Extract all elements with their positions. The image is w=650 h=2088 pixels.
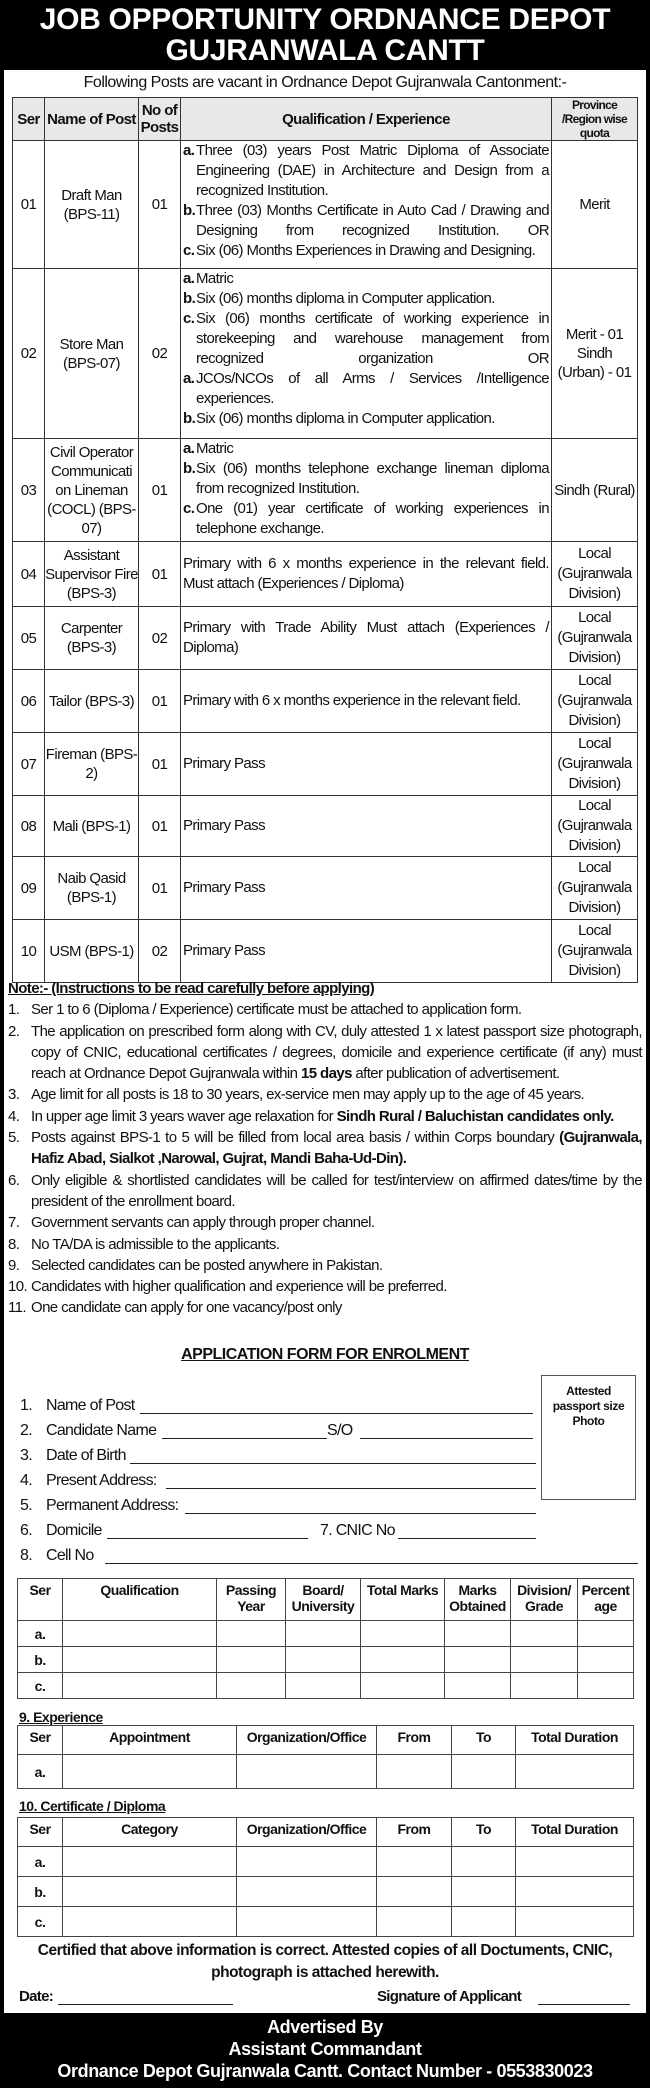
column-header: Qualification / Experience bbox=[181, 98, 552, 141]
input-cell[interactable] bbox=[377, 1755, 452, 1789]
ser-cell: 06 bbox=[13, 670, 45, 733]
column-header: Ser bbox=[18, 1726, 63, 1755]
column-header: Percent age bbox=[578, 1579, 634, 1621]
posts-count-cell: 02 bbox=[139, 920, 181, 983]
qualification-item bbox=[183, 289, 549, 309]
input-cell[interactable] bbox=[361, 1647, 445, 1673]
posts-count-cell: 01 bbox=[139, 141, 181, 269]
input-cell[interactable] bbox=[63, 1621, 217, 1647]
item-text: Six (06) months diploma in Computer application. bbox=[196, 410, 495, 427]
input-cell[interactable] bbox=[286, 1673, 361, 1699]
qualification-item bbox=[183, 439, 549, 459]
posts-count-cell: 01 bbox=[139, 439, 181, 542]
quota-cell: Local (Gujranwala Division) bbox=[552, 857, 638, 920]
table-row bbox=[18, 1673, 634, 1699]
jobs-table bbox=[12, 97, 638, 983]
note-item bbox=[8, 1084, 642, 1105]
qualification-item bbox=[183, 201, 549, 241]
input-cell[interactable] bbox=[217, 1647, 286, 1673]
dob-line[interactable] bbox=[130, 1463, 536, 1464]
row-label: b. bbox=[18, 1877, 63, 1907]
post-name-cell: Draft Man (BPS-11) bbox=[45, 141, 139, 269]
item-label: c. bbox=[183, 500, 195, 517]
input-cell[interactable] bbox=[445, 1673, 511, 1699]
dob-label: Date of Birth bbox=[46, 1447, 126, 1464]
input-cell[interactable] bbox=[217, 1621, 286, 1647]
post-name-cell: Tailor (BPS-3) bbox=[45, 670, 139, 733]
input-cell[interactable] bbox=[237, 1755, 377, 1789]
note-item bbox=[8, 1127, 642, 1170]
input-cell[interactable] bbox=[63, 1907, 237, 1937]
field-number: 8. bbox=[20, 1547, 32, 1564]
input-cell[interactable] bbox=[237, 1877, 377, 1907]
input-cell[interactable] bbox=[377, 1907, 452, 1937]
input-cell[interactable] bbox=[361, 1673, 445, 1699]
note-number: 8. bbox=[8, 1235, 20, 1253]
column-header: Province /Region wise quota bbox=[552, 98, 638, 141]
field-number: 4. bbox=[20, 1472, 32, 1489]
qualification-cell bbox=[181, 920, 552, 983]
date-line[interactable] bbox=[58, 2004, 233, 2005]
field-number: 6. bbox=[20, 1522, 32, 1539]
note-text: In upper age limit 3 years waver age relaxation for bbox=[31, 1107, 337, 1125]
note-number: 2. bbox=[8, 1022, 20, 1040]
ser-cell: 07 bbox=[13, 733, 45, 796]
or-text: OR bbox=[527, 350, 549, 367]
post-name-cell: Fireman (BPS-2) bbox=[45, 733, 139, 796]
header-title-line2: GUJRANWALA CANTT bbox=[165, 34, 485, 67]
qualification-cell bbox=[181, 796, 552, 857]
field-number: 1. bbox=[20, 1397, 32, 1414]
note-item bbox=[8, 999, 642, 1020]
post-name-cell: Civil Operator Communicati on Lineman (COCL) (BPS-07) bbox=[45, 439, 139, 542]
field-number: 3. bbox=[20, 1447, 32, 1464]
qualification-item bbox=[183, 369, 549, 409]
note-item bbox=[8, 1170, 642, 1213]
quota-cell: Local (Gujranwala Division) bbox=[552, 607, 638, 670]
table-row bbox=[18, 1877, 634, 1907]
field-number: 5. bbox=[20, 1497, 32, 1514]
or-text: OR bbox=[527, 222, 549, 239]
quota-cell: Local (Gujranwala Division) bbox=[552, 920, 638, 983]
certificate-table bbox=[17, 1817, 634, 1937]
ser-cell: 02 bbox=[13, 269, 45, 439]
qualification-cell bbox=[181, 670, 552, 733]
ser-cell: 03 bbox=[13, 439, 45, 542]
item-label: b. bbox=[183, 202, 196, 219]
column-header: Organization/Office bbox=[237, 1818, 377, 1847]
note-number: 6. bbox=[8, 1171, 20, 1189]
cell-no-label: Cell No bbox=[46, 1547, 94, 1564]
qualification-cell bbox=[181, 607, 552, 670]
footer-contact: Ordnance Depot Gujranwala Cantt. Contact Number - 0553830023 bbox=[57, 2061, 593, 2081]
item-text: Three (03) Months Certificate in Auto Cad / Drawing and Designing from recognized Institution. bbox=[196, 202, 549, 239]
quota-cell: Merit - 01 Sindh (Urban) - 01 bbox=[552, 269, 638, 439]
input-cell[interactable] bbox=[516, 1877, 634, 1907]
so-line[interactable] bbox=[360, 1438, 533, 1439]
subtitle: Following Posts are vacant in Ordnance Depot Gujranwala Cantonment:- bbox=[83, 74, 567, 91]
ser-cell: 04 bbox=[13, 542, 45, 607]
item-text: JCOs/NCOs of all Arms / Services /Intelligence experiences. bbox=[196, 370, 549, 407]
qualification-text: Primary Pass bbox=[183, 817, 265, 834]
qualification-cell bbox=[181, 269, 552, 439]
input-cell[interactable] bbox=[377, 1847, 452, 1877]
column-header: Ser bbox=[18, 1818, 63, 1847]
quota-cell: Local (Gujranwala Division) bbox=[552, 670, 638, 733]
item-text: Matric bbox=[196, 440, 234, 457]
input-cell[interactable] bbox=[452, 1755, 516, 1789]
quota-cell: Merit bbox=[552, 141, 638, 269]
input-cell[interactable] bbox=[217, 1673, 286, 1699]
header-row bbox=[18, 1579, 634, 1621]
item-label: a. bbox=[183, 142, 195, 159]
note-item bbox=[8, 1212, 642, 1233]
note-item bbox=[8, 1276, 642, 1297]
certification-statement: Certified that above information is correct. Attested copies of all Doctuments, CNIC, photograph is attached herewith. bbox=[37, 1942, 613, 1981]
input-cell[interactable] bbox=[63, 1847, 237, 1877]
form-title: APPLICATION FORM FOR ENROLMENT bbox=[181, 1346, 469, 1363]
input-cell[interactable] bbox=[578, 1621, 634, 1647]
row-label: a. bbox=[18, 1755, 63, 1789]
header-title-line1: JOB OPPORTUNITY ORDNANCE DEPOT bbox=[39, 3, 611, 36]
column-header: Appointment bbox=[63, 1726, 237, 1755]
note-text: Only eligible & shortlisted candidates will be called for test/interview on affirmed dates/time by the president of the enrollment board. bbox=[31, 1171, 642, 1210]
table-row bbox=[13, 542, 638, 607]
input-cell[interactable] bbox=[578, 1647, 634, 1673]
qualification-item bbox=[183, 459, 549, 499]
note-text: One candidate can apply for one vacancy/post only bbox=[31, 1299, 342, 1317]
column-header: Board/ University bbox=[286, 1579, 361, 1621]
item-text: Three (03) years Post Matric Diploma of Associate Engineering (DAE) in Architecture and Design from a recognized Institution. bbox=[196, 142, 549, 199]
cnic-line[interactable] bbox=[398, 1538, 536, 1539]
quota-cell: Local (Gujranwala Division) bbox=[552, 796, 638, 857]
note-item bbox=[8, 1021, 642, 1085]
row-label: c. bbox=[18, 1907, 63, 1937]
table-row bbox=[13, 607, 638, 670]
note-text: Candidates with higher qualification and experience will be preferred. bbox=[31, 1278, 447, 1296]
footer-commandant: Assistant Commandant bbox=[228, 2039, 422, 2059]
ser-cell: 09 bbox=[13, 857, 45, 920]
input-cell[interactable] bbox=[377, 1877, 452, 1907]
table-row bbox=[18, 1755, 634, 1789]
note-number: 3. bbox=[8, 1086, 20, 1104]
ser-cell: 08 bbox=[13, 796, 45, 857]
input-cell[interactable] bbox=[445, 1621, 511, 1647]
note-number: 1. bbox=[8, 1001, 20, 1019]
footer bbox=[0, 2016, 650, 2082]
item-text: Six (06) months diploma in Computer application. bbox=[196, 290, 495, 307]
table-row bbox=[13, 141, 638, 269]
column-header: From bbox=[377, 1726, 452, 1755]
note-number: 9. bbox=[8, 1256, 20, 1274]
input-cell[interactable] bbox=[237, 1847, 377, 1877]
quota-cell: Local (Gujranwala Division) bbox=[552, 733, 638, 796]
qualification-text: Primary with Trade Ability Must attach (Experiences / Diploma) bbox=[183, 619, 549, 656]
page-header bbox=[0, 4, 650, 66]
item-label: c. bbox=[183, 310, 195, 327]
table-row bbox=[13, 733, 638, 796]
qualification-item bbox=[183, 241, 549, 261]
input-cell[interactable] bbox=[452, 1907, 516, 1937]
note-item bbox=[8, 1234, 642, 1255]
cell-no-line[interactable] bbox=[105, 1563, 638, 1564]
item-label: c. bbox=[183, 242, 195, 259]
name-of-post-line[interactable] bbox=[140, 1413, 533, 1414]
row-label: b. bbox=[18, 1647, 63, 1673]
input-cell[interactable] bbox=[63, 1877, 237, 1907]
post-name-cell: Mali (BPS-1) bbox=[45, 796, 139, 857]
note-number: 10. bbox=[8, 1278, 28, 1296]
row-label: a. bbox=[18, 1847, 63, 1877]
row-label: c. bbox=[18, 1673, 63, 1699]
posts-count-cell: 01 bbox=[139, 796, 181, 857]
posts-count-cell: 01 bbox=[139, 733, 181, 796]
qualification-text: Primary Pass bbox=[183, 879, 265, 896]
qualification-cell bbox=[181, 733, 552, 796]
column-header: Marks Obtained bbox=[445, 1579, 511, 1621]
note-text: (Gujranwala, Hafiz Abad, Sialkot ,Narowal, Gujrat, Mandi Baha-Ud-Din). bbox=[31, 1129, 642, 1168]
input-cell[interactable] bbox=[516, 1847, 634, 1877]
note-text: Selected candidates can be posted anywhere in Pakistan. bbox=[31, 1256, 383, 1274]
table-row bbox=[13, 269, 638, 439]
certificate-title: 10. Certificate / Diploma bbox=[19, 1798, 166, 1814]
note-number: 7. bbox=[8, 1214, 20, 1232]
present-address-line[interactable] bbox=[166, 1488, 536, 1489]
cnic-label: 7. CNIC No bbox=[320, 1522, 395, 1539]
qualification-cell bbox=[181, 857, 552, 920]
signature-line[interactable] bbox=[538, 2004, 630, 2005]
posts-count-cell: 01 bbox=[139, 542, 181, 607]
column-header: Passing Year bbox=[217, 1579, 286, 1621]
so-label: S/O bbox=[327, 1422, 353, 1439]
table-row bbox=[13, 670, 638, 733]
input-cell[interactable] bbox=[361, 1621, 445, 1647]
table-row bbox=[13, 439, 638, 542]
ser-cell: 01 bbox=[13, 141, 45, 269]
table-row bbox=[18, 1647, 634, 1673]
qualification-item bbox=[183, 409, 549, 429]
item-text: One (01) year certificate of working experiences in telephone exchange. bbox=[196, 500, 549, 537]
column-header: Total Duration bbox=[516, 1818, 634, 1847]
column-header: Category bbox=[63, 1818, 237, 1847]
post-name-cell: Assistant Supervisor Fire (BPS-3) bbox=[45, 542, 139, 607]
input-cell[interactable] bbox=[516, 1755, 634, 1789]
note-text: No TA/DA is admissible to the applicants. bbox=[31, 1235, 280, 1253]
field-number: 2. bbox=[20, 1422, 32, 1439]
item-label: a. bbox=[183, 270, 195, 287]
item-label: a. bbox=[183, 370, 195, 387]
note-item bbox=[8, 1255, 642, 1276]
post-name-cell: Naib Qasid (BPS-1) bbox=[45, 857, 139, 920]
signature-label: Signature of Applicant bbox=[377, 1988, 522, 2005]
qualification-item bbox=[183, 269, 549, 289]
quota-cell: Local (Gujranwala Division) bbox=[552, 542, 638, 607]
candidate-name-label: Candidate Name bbox=[46, 1422, 157, 1439]
experience-table bbox=[17, 1725, 634, 1789]
experience-title: 9. Experience bbox=[19, 1709, 103, 1725]
posts-count-cell: 02 bbox=[139, 607, 181, 670]
input-cell[interactable] bbox=[452, 1877, 516, 1907]
item-text: Six (06) months certificate of working experience in storekeeping and warehouse management from recognized organization bbox=[196, 310, 549, 367]
footer-advertised-by: Advertised By bbox=[267, 2017, 383, 2037]
column-header: From bbox=[377, 1818, 452, 1847]
input-cell[interactable] bbox=[63, 1647, 217, 1673]
note-text: after publication of advertisement. bbox=[351, 1065, 560, 1083]
input-cell[interactable] bbox=[511, 1673, 578, 1699]
post-name-cell: USM (BPS-1) bbox=[45, 920, 139, 983]
item-text: Matric bbox=[196, 270, 234, 287]
note-number: 11. bbox=[8, 1299, 26, 1317]
posts-count-cell: 02 bbox=[139, 269, 181, 439]
post-name-cell: Carpenter (BPS-3) bbox=[45, 607, 139, 670]
domicile-label: Domicile bbox=[46, 1522, 102, 1539]
note-item bbox=[8, 1297, 642, 1318]
qualification-table bbox=[17, 1578, 634, 1699]
input-cell[interactable] bbox=[511, 1621, 578, 1647]
qualification-item bbox=[183, 499, 549, 539]
header-row bbox=[18, 1726, 634, 1755]
column-header: Ser bbox=[13, 98, 45, 141]
qualification-cell bbox=[181, 141, 552, 269]
column-header: Organization/Office bbox=[237, 1726, 377, 1755]
input-cell[interactable] bbox=[452, 1847, 516, 1877]
note-text: Ser 1 to 6 (Diploma / Experience) certificate must be attached to application form. bbox=[31, 1001, 522, 1019]
qualification-text: Primary with 6 x months experience in the relevant field. Must attach (Experiences / Diploma) bbox=[183, 555, 549, 592]
note-item bbox=[8, 1106, 642, 1127]
domicile-line[interactable] bbox=[107, 1538, 308, 1539]
input-cell[interactable] bbox=[237, 1907, 377, 1937]
item-label: b. bbox=[183, 410, 196, 427]
quota-cell: Sindh (Rural) bbox=[552, 439, 638, 542]
column-header: Name of Post bbox=[45, 98, 139, 141]
input-cell[interactable] bbox=[63, 1755, 237, 1789]
column-header: Division/ Grade bbox=[511, 1579, 578, 1621]
candidate-name-line[interactable] bbox=[162, 1438, 327, 1439]
column-header: To bbox=[452, 1818, 516, 1847]
photo-box: Attested passport size Photo bbox=[541, 1375, 636, 1500]
qualification-item bbox=[183, 309, 549, 369]
permanent-address-label: Permanent Address: bbox=[46, 1497, 179, 1514]
item-text: Six (06) months telephone exchange lineman diploma from recognized Institution. bbox=[196, 460, 549, 497]
note-text: Sindh Rural / Baluchistan candidates only. bbox=[336, 1107, 614, 1125]
table-row bbox=[18, 1847, 634, 1877]
input-cell[interactable] bbox=[286, 1621, 361, 1647]
note-text: Government servants can apply through proper channel. bbox=[31, 1214, 375, 1232]
column-header: Ser bbox=[18, 1579, 63, 1621]
input-cell[interactable] bbox=[445, 1647, 511, 1673]
table-row bbox=[13, 857, 638, 920]
column-header: Total Duration bbox=[516, 1726, 634, 1755]
name-of-post-label: Name of Post bbox=[46, 1397, 135, 1414]
input-cell[interactable] bbox=[63, 1673, 217, 1699]
note-text: 15 days bbox=[300, 1065, 352, 1083]
date-label: Date: bbox=[19, 1988, 54, 2005]
note-text: Age limit for all posts is 18 to 30 years, ex-service men may apply up to the age of 45 years. bbox=[31, 1086, 585, 1104]
note-text: The application on prescribed form along with CV, duly attested 1 x latest passport size photograph, copy of CNIC, educational certificates / degrees, domicile and experience certificate (if any) must reach at Ordnance Depot Gujranwala within bbox=[31, 1022, 642, 1083]
table-row bbox=[13, 796, 638, 857]
item-label: a. bbox=[183, 440, 195, 457]
note-number: 4. bbox=[8, 1107, 20, 1125]
row-label: a. bbox=[18, 1621, 63, 1647]
permanent-address-line[interactable] bbox=[185, 1513, 536, 1514]
posts-count-cell: 01 bbox=[139, 857, 181, 920]
item-text: Six (06) Months Experiences in Drawing and Designing. bbox=[196, 242, 536, 259]
qualification-text: Primary Pass bbox=[183, 755, 265, 772]
input-cell[interactable] bbox=[516, 1907, 634, 1937]
notes-section bbox=[8, 978, 642, 1319]
qualification-text: Primary with 6 x months experience in the relevant field. bbox=[183, 692, 521, 709]
post-name-cell: Store Man (BPS-07) bbox=[45, 269, 139, 439]
qualification-item bbox=[183, 141, 549, 201]
notes-title: Note:- (Instructions to be read carefully before applying) bbox=[8, 980, 375, 997]
present-address-label: Present Address: bbox=[46, 1472, 157, 1489]
column-header: No of Posts bbox=[139, 98, 181, 141]
input-cell[interactable] bbox=[511, 1647, 578, 1673]
input-cell[interactable] bbox=[286, 1647, 361, 1673]
note-number: 5. bbox=[8, 1129, 20, 1147]
item-label: b. bbox=[183, 460, 196, 477]
column-header: Total Marks bbox=[361, 1579, 445, 1621]
table-row bbox=[13, 920, 638, 983]
posts-count-cell: 01 bbox=[139, 670, 181, 733]
column-header: To bbox=[452, 1726, 516, 1755]
ser-cell: 10 bbox=[13, 920, 45, 983]
qualification-cell bbox=[181, 439, 552, 542]
item-label: b. bbox=[183, 290, 196, 307]
qualification-cell bbox=[181, 542, 552, 607]
qualification-text: Primary Pass bbox=[183, 942, 265, 959]
note-text: Posts against BPS-1 to 5 will be filled from local area basis / within Corps boundary bbox=[31, 1129, 560, 1147]
table-row bbox=[18, 1907, 634, 1937]
input-cell[interactable] bbox=[578, 1673, 634, 1699]
column-header: Qualification bbox=[63, 1579, 217, 1621]
header-row bbox=[18, 1818, 634, 1847]
table-row bbox=[18, 1621, 634, 1647]
ser-cell: 05 bbox=[13, 607, 45, 670]
